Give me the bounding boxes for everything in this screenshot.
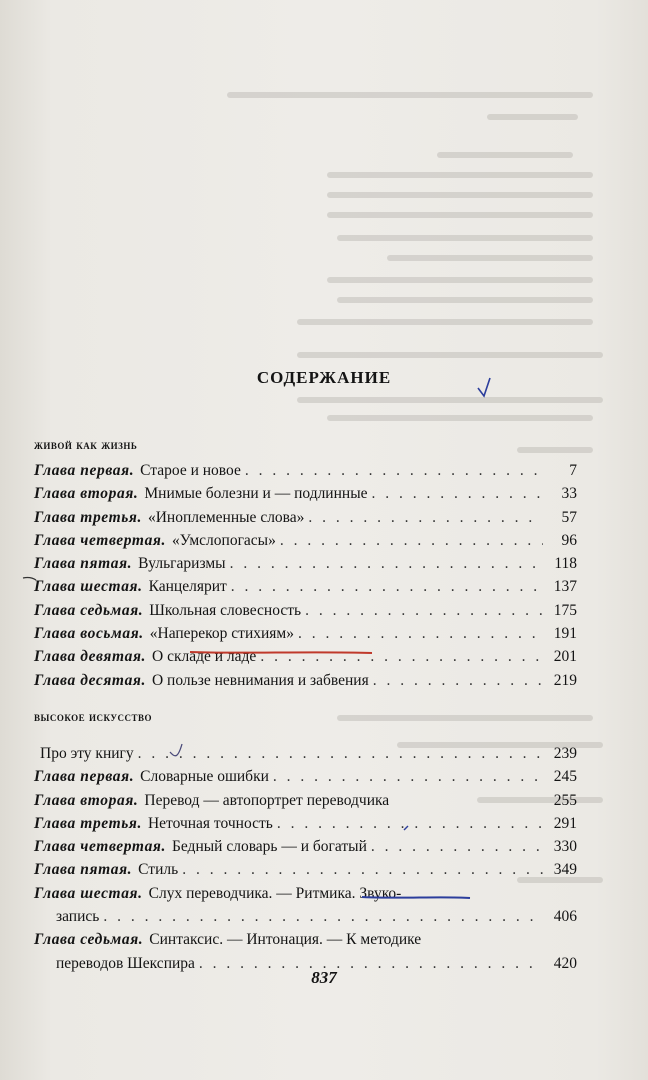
toc-section-1 — [34, 459, 577, 692]
toc-entry: Глава пятая. Вульгаризмы . . . 118 — [34, 552, 577, 575]
toc-entry: Глава восьмая. «Наперекор стихиям» . . . 191 — [34, 622, 577, 645]
toc-entry: Глава десятая. О пользе невнимания и забвения . . . 219 — [34, 669, 577, 692]
toc-entry: Глава седьмая. Школьная словесность . . . 175 — [34, 599, 577, 622]
section-heading-1: живой как жизнь — [34, 437, 138, 452]
toc-entry: Глава шестая. Канцелярит . . . 137 — [34, 575, 577, 598]
toc-entry: Глава первая. Старое и новое . . . 7 — [34, 459, 577, 482]
section-heading-2: высокое искусство — [34, 709, 152, 724]
toc-entry: Глава седьмая. Синтаксис. — Интонация. — К методике — [34, 931, 422, 949]
toc-entry: Глава пятая. Стиль . . . 349 — [34, 858, 577, 881]
toc-entry: Про эту книгу . . . 239 — [34, 742, 577, 765]
toc-entry: Глава первая. Словарные ошибки . . . 245 — [34, 765, 577, 788]
toc-entry: Глава третья. «Иноплеменные слова» . . . 57 — [34, 506, 577, 529]
toc-entry: Глава шестая. Слух переводчика. — Ритмика. Звуко- — [34, 884, 402, 902]
page-number: 837 — [311, 968, 337, 987]
toc-entry-continuation: запись . . . 406 — [34, 905, 577, 928]
toc-entry: Глава вторая. Мнимые болезни и — подлинные . . . 33 — [34, 482, 577, 505]
toc-entry: Глава третья. Неточная точность . . . 291 — [34, 812, 577, 835]
page-title: СОДЕРЖАНИЕ — [256, 368, 392, 387]
toc-entry: Глава девятая. О складе и ладе . . . 201 — [34, 645, 577, 668]
toc-entry: Глава четвертая. Бедный словарь — и богатый . . . 330 — [34, 835, 577, 858]
toc-section-2 — [34, 742, 577, 975]
toc-entry-continuation: переводов Шекспира . . . 420 — [34, 952, 577, 975]
toc-entry: Глава четвертая. «Умслопогасы» . . . 96 — [34, 529, 577, 552]
toc-entry: Глава вторая. Перевод — автопортрет переводчика 255 — [34, 791, 577, 809]
